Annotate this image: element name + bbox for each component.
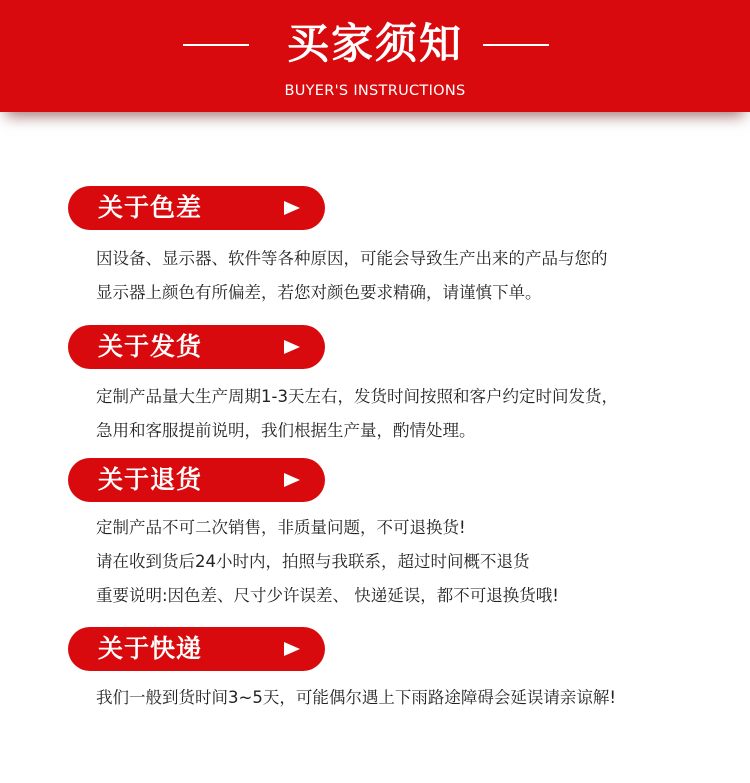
arrow-right-icon xyxy=(284,473,300,487)
body-line: 急用和客服提前说明，我们根据生产量，酌情处理。 xyxy=(96,421,476,440)
body-line: 因设备、显示器、软件等各种原因，可能会导致生产出来的产品与您的 xyxy=(96,249,608,268)
header-banner xyxy=(0,0,750,112)
section-title: 关于快递 xyxy=(98,634,203,663)
body-line: 重要说明:因色差、尺寸少许误差、 快递延误，都不可退换货哦! xyxy=(96,586,559,605)
body-line: 定制产品量大生产周期1-3天左右，发货时间按照和客户约定时间发货， xyxy=(96,387,618,406)
section-header-pill xyxy=(68,186,325,230)
arrow-right-icon xyxy=(284,201,300,215)
page-title: 买家须知 xyxy=(286,19,463,68)
section-title: 关于发货 xyxy=(98,332,203,361)
section-header-pill xyxy=(68,325,325,369)
section-header-pill xyxy=(68,627,325,671)
body-line: 请在收到货后24小时内，拍照与我联系，超过时间概不退货 xyxy=(96,552,530,571)
section-body xyxy=(96,242,716,310)
section-body xyxy=(96,511,716,613)
body-line: 我们一般到货时间3~5天，可能偶尔遇上下雨路途障碍会延误请亲谅解! xyxy=(96,688,616,707)
body-line: 显示器上颜色有所偏差，若您对颜色要求精确，请谨慎下单。 xyxy=(96,283,542,302)
arrow-right-icon xyxy=(284,642,300,656)
section-header-pill xyxy=(68,458,325,502)
section-title: 关于色差 xyxy=(98,193,203,222)
body-line: 定制产品不可二次销售，非质量问题，不可退换货! xyxy=(96,518,466,537)
section-title: 关于退货 xyxy=(98,465,203,494)
section-body xyxy=(96,681,716,715)
arrow-right-icon xyxy=(284,340,300,354)
title-divider-right xyxy=(483,44,549,46)
section-body xyxy=(96,380,716,448)
page-subtitle: BUYER'S INSTRUCTIONS xyxy=(284,83,466,99)
